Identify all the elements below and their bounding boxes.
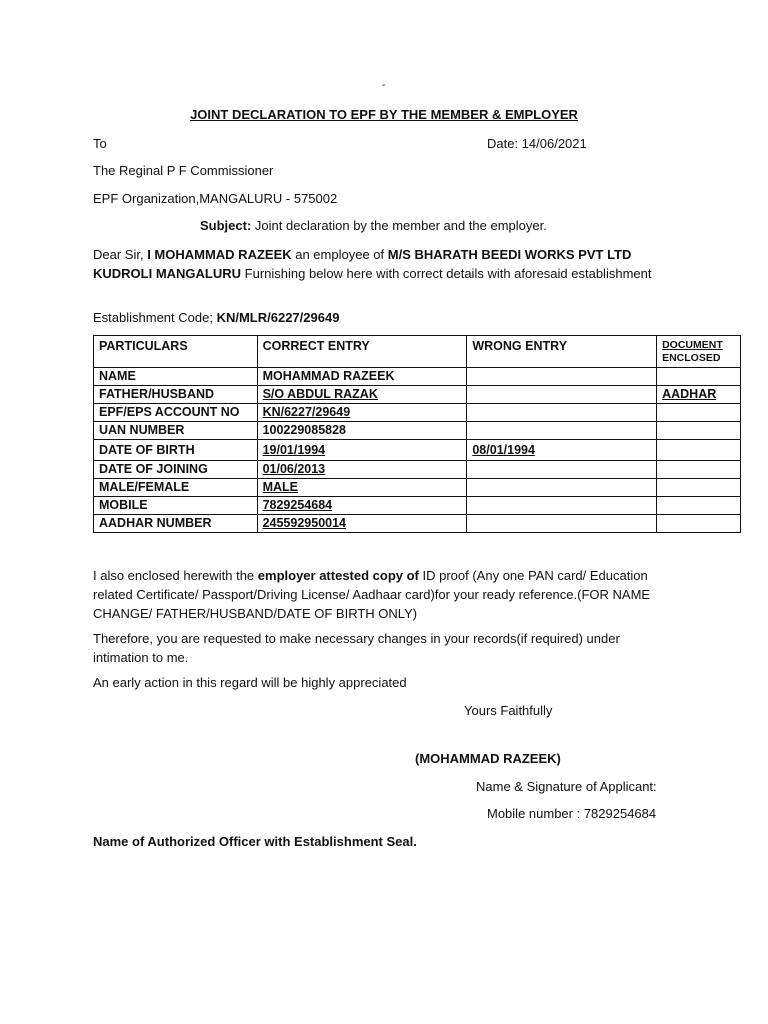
- row-correct: MALE: [257, 479, 467, 497]
- row-particular: FATHER/HUSBAND: [94, 386, 258, 404]
- row-correct: 245592950014: [257, 515, 467, 533]
- row-doc: [657, 404, 741, 422]
- early-action-line: An early action in this regard will be highly appreciated: [93, 675, 407, 690]
- row-correct: MOHAMMAD RAZEEK: [257, 368, 467, 386]
- date-text: Date: 14/06/2021: [487, 136, 587, 151]
- row-wrong: [467, 461, 657, 479]
- table-row: [94, 404, 741, 422]
- table-row: [94, 368, 741, 386]
- row-particular: MOBILE: [94, 497, 258, 515]
- subject-text: Joint declaration by the member and the employer.: [251, 218, 547, 233]
- row-correct: 19/01/1994: [257, 440, 467, 461]
- establishment-line: [93, 310, 339, 325]
- to-label: To: [93, 136, 107, 151]
- enclosure-paragraph: [93, 566, 653, 623]
- addressee: The Reginal P F Commissioner: [93, 163, 274, 178]
- closing-line: Yours Faithfully: [464, 703, 553, 718]
- establishment-label: Establishment Code;: [93, 310, 217, 325]
- signatory-name: (MOHAMMAD RAZEEK): [415, 751, 561, 766]
- row-wrong: 08/01/1994: [467, 440, 657, 461]
- row-wrong: [467, 404, 657, 422]
- header-particulars: PARTICULARS: [94, 336, 258, 368]
- header-correct-entry: CORRECT ENTRY: [257, 336, 467, 368]
- header-document: DOCUMENT: [662, 339, 723, 351]
- row-wrong: [467, 386, 657, 404]
- header-enclosed: ENCLOSED: [662, 352, 721, 364]
- table-row: [94, 440, 741, 461]
- document-title: JOINT DECLARATION TO EPF BY THE MEMBER & EMPLOYER: [190, 107, 578, 122]
- table-row: [94, 515, 741, 533]
- organization: EPF Organization,MANGALURU - 575002: [93, 191, 338, 206]
- row-wrong: [467, 368, 657, 386]
- table-row: [94, 422, 741, 440]
- row-correct: KN/6227/29649: [257, 404, 467, 422]
- row-wrong: [467, 497, 657, 515]
- greeting-tail: Furnishing below here with correct details with aforesaid establishment: [241, 266, 652, 281]
- row-correct: 7829254684: [257, 497, 467, 515]
- authorized-officer-line: Name of Authorized Officer with Establishment Seal.: [93, 834, 417, 849]
- row-doc: [657, 461, 741, 479]
- request-paragraph: Therefore, you are requested to make necessary changes in your records(if required) under intimation to me.: [93, 631, 620, 665]
- row-doc: [657, 515, 741, 533]
- header-document-enclosed: [657, 336, 741, 368]
- row-doc: [657, 497, 741, 515]
- header-wrong-entry: WRONG ENTRY: [467, 336, 657, 368]
- row-wrong: [467, 422, 657, 440]
- enclosure-bold: employer attested copy of: [257, 568, 419, 583]
- greeting-mid: an employee of: [291, 247, 388, 262]
- member-name: I MOHAMMAD RAZEEK: [147, 247, 292, 262]
- row-particular: UAN NUMBER: [94, 422, 258, 440]
- mobile-number-line: Mobile number : 7829254684: [487, 806, 657, 821]
- signature-label: Name & Signature of Applicant:: [476, 779, 657, 794]
- subject-label: Subject:: [200, 218, 252, 233]
- row-doc: AADHAR: [657, 386, 741, 404]
- enclosure-pre: I also enclosed herewith the: [93, 568, 258, 583]
- enclosure-post: ID proof (Any one PAN card/ Education related Certificate/ Passport/Driving License/ Aadhaar card)for your ready reference.(FOR NAME CHANGE/ FATHER/HUSBAND/DATE OF BIRTH ONLY): [93, 568, 651, 621]
- table-row: [94, 461, 741, 479]
- row-particular: AADHAR NUMBER: [94, 515, 258, 533]
- greeting-dear: Dear Sir,: [93, 247, 148, 262]
- table-row: [94, 386, 741, 404]
- row-correct: 01/06/2013: [257, 461, 467, 479]
- row-correct: 100229085828: [257, 422, 467, 440]
- row-doc: [657, 440, 741, 461]
- row-wrong: [467, 479, 657, 497]
- establishment-code: KN/MLR/6227/29649: [216, 310, 340, 325]
- stray-dash: -: [382, 80, 386, 91]
- row-correct: S/O ABDUL RAZAK: [257, 386, 467, 404]
- row-particular: DATE OF BIRTH: [94, 440, 258, 461]
- row-particular: EPF/EPS ACCOUNT NO: [94, 404, 258, 422]
- row-doc: [657, 368, 741, 386]
- row-particular: NAME: [94, 368, 258, 386]
- subject-line: [200, 218, 547, 233]
- table-row: [94, 497, 741, 515]
- row-particular: MALE/FEMALE: [94, 479, 258, 497]
- company-name: M/S BHARATH BEEDI WORKS PVT LTD KUDROLI MANGALURU: [93, 247, 632, 281]
- details-table: [93, 335, 741, 533]
- table-row: [94, 479, 741, 497]
- row-particular: DATE OF JOINING: [94, 461, 258, 479]
- row-doc: [657, 422, 741, 440]
- table-header-row: [94, 336, 741, 368]
- row-wrong: [467, 515, 657, 533]
- row-doc: [657, 479, 741, 497]
- greeting-paragraph: [93, 245, 653, 283]
